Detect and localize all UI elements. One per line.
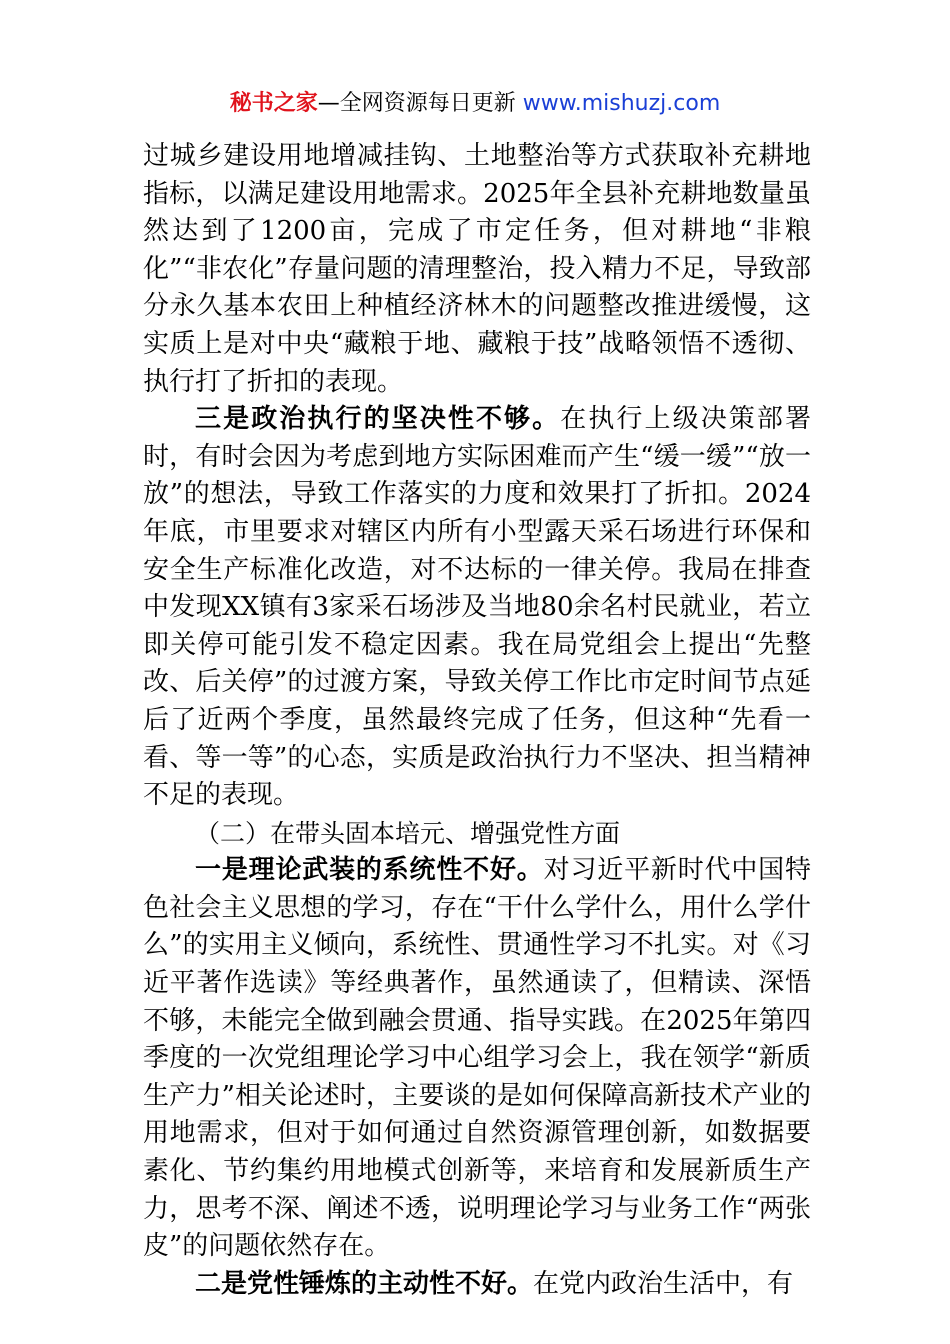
- site-url[interactable]: www.mishuzj.com: [522, 91, 721, 116]
- paragraph-lead: 三是政治执行的坚决性不够。: [195, 404, 561, 435]
- watermark-header: [0, 86, 950, 122]
- paragraph-lead: 二是党性锤炼的主动性不好。: [195, 1268, 534, 1299]
- paragraph: [143, 852, 811, 1266]
- document-body: [143, 138, 811, 1303]
- paragraph: [143, 1266, 811, 1304]
- site-brand: 秘书之家: [229, 91, 318, 116]
- paragraph: [143, 138, 811, 401]
- paragraph-text: 过城乡建设用地增减挂钩、土地整治等方式获取补充耕地指标，以满足建设用地需求。2025年全县补充耕地数量虽然达到了1200亩，完成了市定任务，但对耕地“非粮化”“非农化”存量问题的清理整治，投入精力不足，导致部分永久基本农田上种植经济林木的问题整改推进缓慢，这实质上是对中央“藏粮于地、藏粮于技”战略领悟不透彻、执行打了折扣的表现。: [143, 141, 811, 397]
- paragraph-text: 在执行上级决策部署时，有时会因为考虑到地方实际困难而产生“缓一缓”“放一放”的想法，导致工作落实的力度和效果打了折扣。2024年底，市里要求对辖区内所有小型露天采石场进行环保和安全生产标准化改造，对不达标的一律关停。我局在排查中发现XX镇有3家采石场涉及当地80余名村民就业，若立即关停可能引发不稳定因素。我在局党组会上提出“先整改、后关停”的过渡方案，导致关停工作比市定时间节点延后了近两个季度，虽然最终完成了任务，但这种“先看一看、等一等”的心态，实质是政治执行力不坚决、担当精神不足的表现。: [143, 404, 811, 811]
- paragraph-text: 在党内政治生活中，有: [533, 1268, 794, 1299]
- paragraph-text: 对习近平新时代中国特色社会主义思想的学习，存在“干什么学什么，用什么学什么”的实用主义倾向，系统性、贯通性学习不扎实。对《习近平著作选读》等经典著作，虽然通读了，但精读、深悟不够，未能完全做到融会贯通、指导实践。在2025年第四季度的一次党组理论学习中心组学习会上，我在领学“新质生产力”相关论述时，主要谈的是如何保障高新技术产业的用地需求，但对于如何通过自然资源管理创新，如数据要素化、节约集约用地模式创新等，来培育和发展新质生产力，思考不深、阐述不透，说明理论学习与业务工作“两张皮”的问题依然存在。: [143, 855, 811, 1262]
- paragraph: [143, 401, 811, 815]
- section-heading: （二）在带头固本培元、增强党性方面: [195, 818, 621, 848]
- site-slogan: —全网资源每日更新: [317, 91, 516, 116]
- paragraph-lead: 一是理论武装的系统性不好。: [195, 855, 544, 886]
